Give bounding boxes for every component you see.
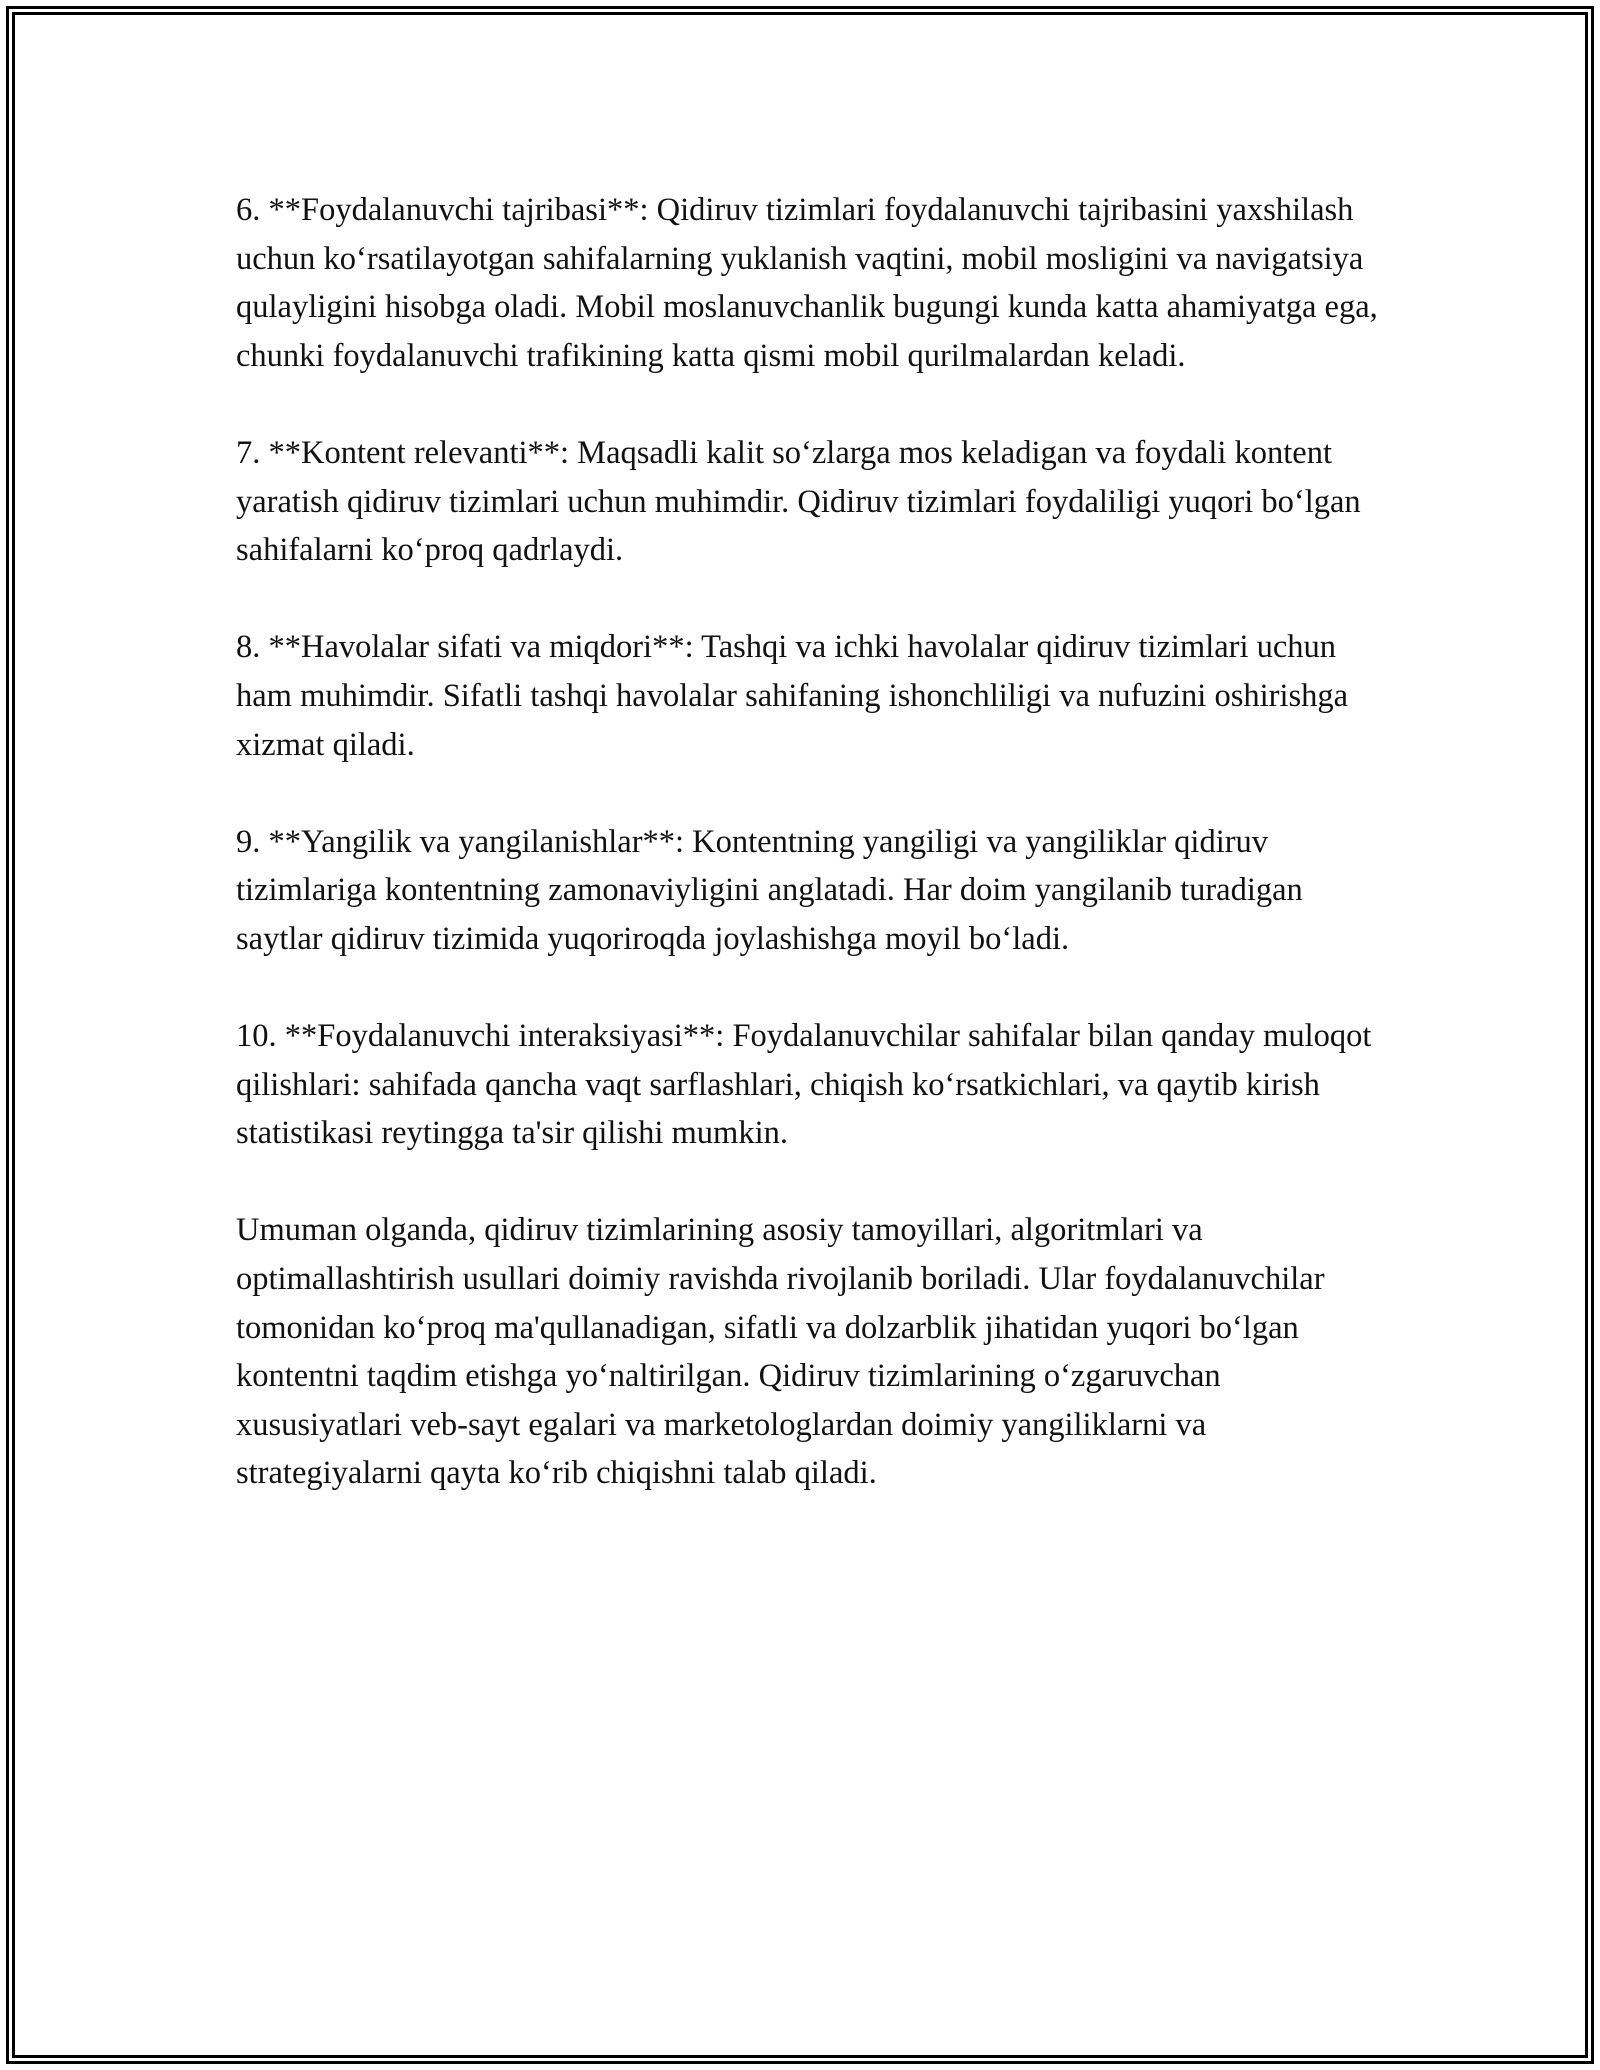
- document-body: [236, 186, 1386, 1547]
- paragraph-freshness: 9. **Yangilik va yangilanishlar**: Kontentning yangiligi va yangiliklar qidiruv tizimlariga kontentning zamonaviyligini anglatadi. Har doim yangilanib turadigan saytlar qidiruv tizimida yuqoriroqda joylashishga moyil boʻladi.: [236, 823, 1303, 957]
- paragraph-user-interaction: 10. **Foydalanuvchi interaksiyasi**: Foydalanuvchilar sahifalar bilan qanday muloqot qilishlari: sahifada qancha vaqt sarflashlari, chiqish koʻrsatkichlari, va qaytib kirish statistikasi reytingga ta'sir qilishi mumkin.: [236, 1018, 1372, 1152]
- paragraph-links-quality: 8. **Havolalar sifati va miqdori**: Tashqi va ichki havolalar qidiruv tizimlari uchun ham muhimdir. Sifatli tashqi havolalar sahifaning ishonchliligi va nufuzini oshirishga xizmat qiladi.: [236, 629, 1349, 763]
- paragraph-user-experience: 6. **Foydalanuvchi tajribasi**: Qidiruv tizimlari foydalanuvchi tajribasini yaxshilash uchun koʻrsatilayotgan sahifalarning yuklanish vaqtini, mobil mosligini va navigatsiya qulayligini hisobga oladi. Mobil moslanuvchanlik bugungi kunda katta ahamiyatga ega, chunki foydalanuvchi trafikining katta qismi mobil qurilmalardan keladi.: [236, 192, 1378, 374]
- paragraph-content-relevance: 7. **Kontent relevanti**: Maqsadli kalit soʻzlarga mos keladigan va foydali kontent yaratish qidiruv tizimlari uchun muhimdir. Qidiruv tizimlari foydaliligi yuqori boʻlgan sahifalarni koʻproq qadrlaydi.: [236, 434, 1361, 569]
- paragraph-conclusion: Umuman olganda, qidiruv tizimlarining asosiy tamoyillari, algoritmlari va optimallashtirish usullari doimiy ravishda rivojlanib boriladi. Ular foydalanuvchilar tomonidan koʻproq ma'qullanadigan, sifatli va dolzarblik jihatidan yuqori boʻlgan kontentni taqdim etishga yoʻnaltirilgan. Qidiruv tizimlarining oʻzgaruvchan xususiyatlari veb-sayt egalari va marketologlardan doimiy yangiliklarni va strategiyalarni qayta koʻrib chiqishni talab qiladi.: [236, 1212, 1325, 1492]
